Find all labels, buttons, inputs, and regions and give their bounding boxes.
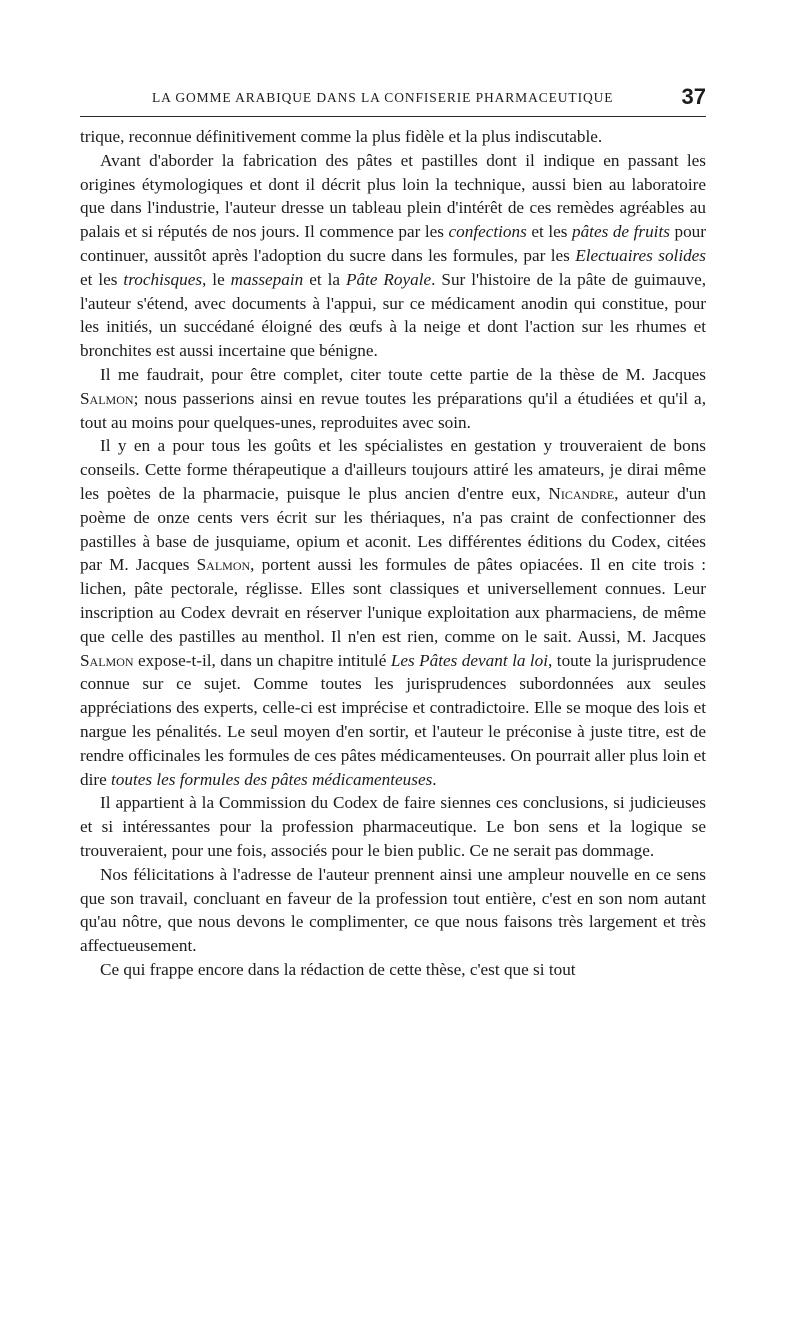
text-run: trique, reconnue définitivement comme la plus fidèle et la plus indiscutable. (80, 127, 603, 146)
text-run: , auteur d'un poème de onze cents vers écrit sur les thériaques, n'a pas craint de confectionner des pastilles à base de jusquiame, opium et aconit. Les différentes éditions du Codex, citées par M. Jacques (80, 483, 706, 575)
italic-text: Pâte Royale (345, 269, 432, 289)
text-run: . (432, 769, 437, 789)
paragraph (80, 434, 706, 791)
text-run: pour continuer, aussitôt après l'adoption du sucre dans les formules, par les (80, 222, 706, 265)
text-run: et les (80, 269, 124, 289)
paragraph (80, 363, 706, 434)
text-run: Il me faudrait, pour être complet, citer toute cette partie de la thèse de M. Jacques (100, 364, 706, 384)
italic-text: massepain (230, 269, 304, 289)
text-run: Avant d'aborder la fabrication des pâtes et pastilles dont il indique en passant les origines étymologiques et dont il décrit plus loin la technique, aussi bien au laboratoire que dans l'industrie, l'auteur dresse un tableau plein d'intérêt de ces remèdes agréables au palais et si réputés de nos jours. Il commence par les (80, 150, 706, 242)
paragraph (80, 125, 706, 149)
text-run: ; nous passerions ainsi en revue toutes les préparations qu'il a étudiées et qu'il a, tout au moins pour quelques-unes, reproduites avec soin. (80, 388, 706, 432)
text-run: Ce qui frappe encore dans la rédaction de cette thèse, c'est que si tout (100, 959, 576, 979)
author-name: Nicandre (548, 483, 615, 503)
paragraph (80, 958, 706, 982)
running-title: LA GOMME ARABIQUE DANS LA CONFISERIE PHARMACEUTIQUE (152, 90, 614, 105)
text-run: et la (303, 269, 346, 289)
text-run: Nos félicitations à l'adresse de l'auteur prennent ainsi une ampleur nouvelle en ce sens que son travail, concluant en faveur de la profession tout entière, c'est en son nom autant qu'au nôtre, que nous devons le complimenter, ce que nous faisons très largement et très affectueusement. (80, 864, 706, 956)
document-page (80, 82, 706, 982)
page-number: 37 (681, 84, 706, 109)
text-run: expose-t-il, dans un chapitre intitulé (133, 650, 391, 670)
body-text (80, 125, 706, 982)
italic-text: confections (448, 222, 527, 242)
text-run: Il appartient à la Commission du Codex de faire siennes ces conclusions, si judicieuses et si intéressantes pour la profession pharmaceutique. Le bon sens et la logique se trouveraient, pour une fois, associés pour le bien public. Ce ne serait pas dommage. (80, 793, 706, 860)
paragraph (80, 863, 706, 958)
paragraph (80, 791, 706, 862)
author-name: Salmon (80, 650, 134, 670)
text-run: et les (526, 222, 572, 242)
text-run: . Sur l'histoire de la pâte de guimauve, l'auteur s'étend, avec documents à l'appui, sur ce médicament anodin qui constitue, pour les initiés, un succédané éloigné des œufs à la neige et dont l'action sur les rhumes et bronchites est aussi incertaine que bénigne. (80, 269, 707, 361)
text-run: , toute la jurisprudence connue sur ce sujet. Comme toutes les jurisprudences subordonnées aux seules appréciations des experts, celle-ci est imprécise et contradictoire. Elle se moque des lois et nargue les pénalités. Le seul moyen d'en sortir, et l'auteur le préconise à juste titre, est de rendre officinales les formules de ces pâtes médicamenteuses. On pourrait aller plus loin et dire (80, 650, 707, 789)
paragraph (80, 149, 706, 363)
italic-text: trochisques (123, 269, 203, 289)
running-header (80, 82, 706, 117)
italic-text: toutes les formules des pâtes médicamenteuses (111, 769, 433, 789)
text-run: , portent aussi les formules de pâtes opiacées. Il en cite trois : lichen, pâte pectorale, réglisse. Elles sont classiques et universellement connues. Leur inscription au Codex devrait en réserver l'unique exploitation aux pharmaciens, de même que celle des pastilles au menthol. Il n'en est rien, comme on le sait. Aussi, M. Jacques (80, 555, 706, 646)
italic-text: Electuaires solides (575, 245, 707, 265)
italic-text: Les Pâtes devant la loi (390, 650, 549, 670)
author-name: Salmon (196, 555, 251, 575)
author-name: Salmon (80, 388, 134, 408)
text-run: , le (202, 269, 231, 289)
italic-text: pâtes de fruits (571, 222, 670, 242)
text-run: Il y en a pour tous les goûts et les spécialistes en gestation y trouveraient de bons conseils. Cette forme thérapeutique a d'ailleurs toujours attiré les amateurs, je dirai même les poètes de la pharmacie, puisque le plus ancien d'entre eux, (80, 436, 706, 503)
